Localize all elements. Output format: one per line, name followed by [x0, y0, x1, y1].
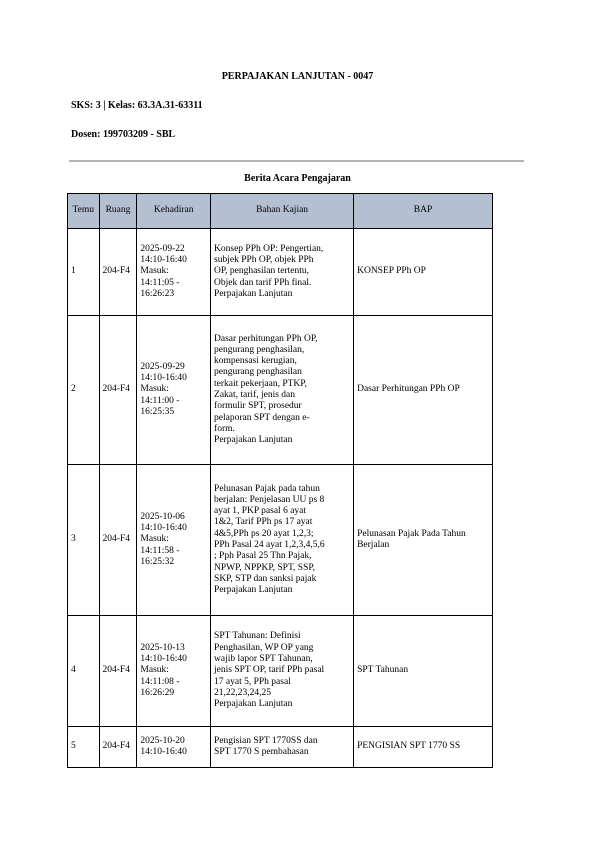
ruang-cell: 204-F4: [99, 727, 137, 768]
kehadiran-line: 14:11:08 -: [140, 676, 180, 687]
bap-cell: [354, 465, 493, 616]
bahan-line: pengurang penghasilan: [214, 367, 302, 378]
kehadiran-line: 14:10-16:40: [140, 373, 187, 384]
bahan-line: Pelunasan Pajak pada tahun: [214, 483, 320, 494]
ruang-cell: 204-F4: [99, 465, 137, 616]
kehadiran-cell: [137, 616, 211, 727]
bahan-line: ; Pph Pasal 25 Thn Pajak,: [214, 551, 312, 562]
bap-cell: [354, 316, 493, 465]
kehadiran-line: 2025-09-22: [140, 243, 185, 254]
temu-cell: 4: [68, 616, 100, 727]
kehadiran-line: Masuk:: [140, 384, 169, 395]
kehadiran-line: 14:10-16:40: [140, 747, 187, 757]
kehadiran-line: Masuk:: [140, 266, 169, 277]
bahan-line: subjek PPh OP, objek PPh: [214, 255, 314, 266]
table-row: [68, 465, 493, 616]
bap-cell: [354, 616, 493, 727]
bahan-line: pelaporan SPT dengan e-: [214, 412, 310, 423]
bahan-line: Perpajakan Lanjutan: [214, 435, 293, 446]
kehadiran-line: 2025-10-06: [140, 511, 185, 522]
bahan-line: wajib lapor SPT Tahunan,: [214, 654, 313, 665]
bahan-line: Pengisian SPT 1770SS dan: [214, 735, 318, 746]
ruang-cell: 204-F4: [99, 229, 137, 316]
bahan-line: NPWP, NPPKP, SPT, SSP,: [214, 562, 315, 573]
kehadiran-cell: [137, 316, 211, 465]
bap-cell: [354, 229, 493, 316]
temu-cell: 3: [68, 465, 100, 616]
bahan-kajian-cell: [211, 229, 354, 316]
bahan-line: 21,22,23,24,25: [214, 687, 272, 698]
table-caption: Berita Acara Pengajaran: [244, 173, 351, 184]
bahan-kajian-cell: [211, 316, 354, 465]
header-bahan-kajian: Bahan Kajian: [211, 194, 354, 229]
bahan-line: Konsep PPh OP: Pengertian,: [214, 243, 324, 254]
kehadiran-line: 14:10-16:40: [140, 523, 187, 534]
bahan-line: ayat 1, PKP pasal 6 ayat: [214, 506, 307, 517]
bahan-kajian-cell: [211, 616, 354, 727]
bahan-line: SPT Tahunan: Definisi: [214, 631, 301, 642]
bap-line: SPT Tahunan: [357, 665, 409, 676]
bahan-line: Objek dan tarif PPh final.: [214, 277, 312, 288]
table-row: [68, 727, 493, 768]
bahan-kajian-cell: [211, 465, 354, 616]
kehadiran-cell: [137, 727, 211, 768]
bahan-line: kompensasi kerugian,: [214, 356, 297, 367]
header-ruang: Ruang: [99, 194, 137, 229]
header-kehadiran: Kehadiran: [137, 194, 211, 229]
bahan-line: formulir SPT, prosedur: [214, 401, 302, 412]
kehadiran-line: 14:11:00 -: [140, 395, 180, 406]
bahan-line: Perpajakan Lanjutan: [214, 699, 293, 710]
bahan-line: 4&5,PPh ps 20 ayat 1,2,3;: [214, 528, 314, 539]
kehadiran-line: 2025-10-13: [140, 642, 185, 653]
kehadiran-line: 14:11:58 -: [140, 545, 180, 556]
bahan-line: 1&2, Tarif PPh ps 17 ayat: [214, 517, 313, 528]
course-title: PERPAJAKAN LANJUTAN - 0047: [221, 71, 374, 82]
temu-cell: 5: [68, 727, 100, 768]
kehadiran-line: 14:10-16:40: [140, 255, 187, 266]
bahan-line: OP, penghasilan tertentu,: [214, 266, 310, 277]
bahan-line: PPh Pasal 24 ayat 1,2,3,4,5,6: [214, 540, 325, 550]
kehadiran-line: Masuk:: [140, 665, 169, 676]
table-row: [68, 316, 493, 465]
bahan-line: form.: [214, 423, 235, 434]
kehadiran-line: 14:11:05 -: [140, 277, 180, 288]
header-temu: Temu: [68, 194, 100, 229]
table-header-row: [68, 194, 493, 229]
bahan-line: 17 ayat 5, PPh pasal: [214, 676, 291, 687]
bahan-line: SKP, STP dan sanksi pajak: [214, 573, 317, 584]
kehadiran-line: 16:26:23: [140, 288, 175, 299]
bap-line: Dasar Perhitungan PPh OP: [357, 384, 460, 395]
bahan-kajian-cell: [211, 727, 354, 768]
bahan-line: SPT 1770 S pembahasan: [214, 747, 309, 757]
temu-cell: 1: [68, 229, 100, 316]
table-row: [68, 229, 493, 316]
kehadiran-cell: [137, 465, 211, 616]
bap-line: Berjalan: [357, 540, 390, 550]
bahan-line: Perpajakan Lanjutan: [214, 288, 293, 299]
kehadiran-line: 2025-09-29: [140, 361, 185, 372]
kehadiran-line: 16:25:32: [140, 556, 175, 567]
kehadiran-line: 16:26:29: [140, 687, 175, 698]
bahan-line: Zakat, tarif, jenis dan: [214, 390, 296, 400]
kehadiran-cell: [137, 229, 211, 316]
dosen-line: Dosen: 199703209 - SBL: [71, 129, 176, 140]
bap-line: Pelunasan Pajak Pada Tahun: [357, 528, 466, 539]
section-divider: [69, 160, 524, 162]
bap-line: KONSEP PPh OP: [357, 266, 426, 277]
bahan-line: Dasar perhitungan PPh OP,: [214, 333, 318, 344]
bap-cell: [354, 727, 493, 768]
bahan-line: Penghasilan, WP OP yang: [214, 642, 314, 653]
bahan-line: Perpajakan Lanjutan: [214, 585, 293, 596]
kehadiran-line: Masuk:: [140, 534, 169, 545]
ruang-cell: 204-F4: [99, 316, 137, 465]
temu-cell: 2: [68, 316, 100, 465]
bahan-line: terkait pekerjaan, PTKP,: [214, 378, 307, 389]
bap-line: PENGISIAN SPT 1770 SS: [357, 741, 461, 752]
sks-kelas-line: SKS: 3 | Kelas: 63.3A.31-63311: [71, 100, 203, 111]
table-row: [68, 616, 493, 727]
bahan-line: berjalan: Penjelasan UU ps 8: [214, 494, 325, 505]
header-bap: BAP: [354, 194, 493, 229]
ruang-cell: 204-F4: [99, 616, 137, 727]
bahan-line: jenis SPT OP, tarif PPh pasal: [214, 665, 325, 676]
kehadiran-line: 2025-10-20: [140, 735, 185, 746]
bap-table: [67, 193, 493, 768]
kehadiran-line: 14:10-16:40: [140, 654, 187, 665]
kehadiran-line: 16:25:35: [140, 406, 175, 417]
bahan-line: pengurang penghasilan,: [214, 344, 305, 355]
